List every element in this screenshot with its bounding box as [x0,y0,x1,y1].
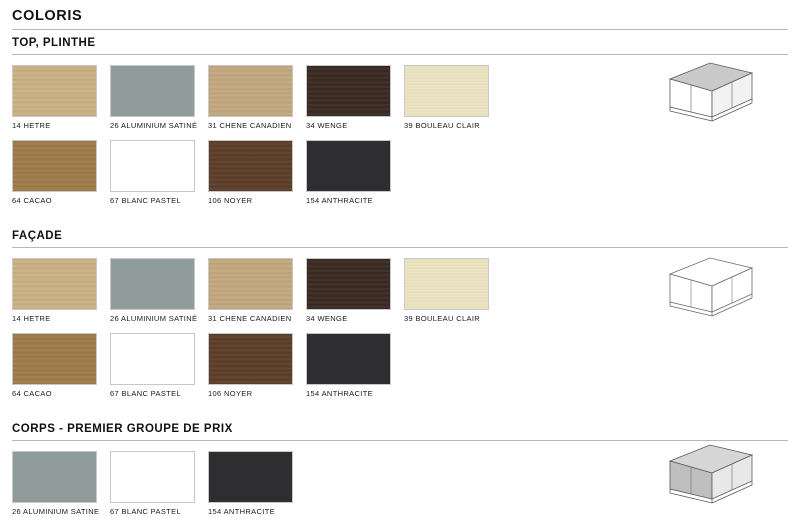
color-swatch[interactable] [110,451,195,503]
section-title: TOP, PLINTHE [12,37,96,49]
color-swatch[interactable] [110,65,195,117]
color-swatch[interactable] [306,333,391,385]
section-divider [12,54,788,55]
section-corps-premier-groupe-de-prix [0,416,800,525]
swatch-label: 154 ANTHRACITE [306,388,374,398]
swatch-label: 26 ALUMINIUM SATINÉ [110,121,198,130]
section-facade [0,223,800,408]
page-title: COLORIS [12,8,83,24]
swatch-cell[interactable] [110,140,208,206]
furniture-thumbnail-facade [652,252,762,324]
color-swatch[interactable] [110,258,195,310]
swatch-cell[interactable] [306,65,404,131]
swatch-label: 26 ALUMINIUM SATINE [12,506,100,516]
section-body [12,451,788,525]
swatch-cell[interactable] [306,333,404,399]
section-body [12,65,788,215]
color-swatch[interactable] [306,258,391,310]
section-body [12,258,788,408]
swatch-label: 39 BOULEAU CLAIR [404,313,481,323]
swatch-label: 67 BLANC PASTEL [110,388,181,398]
color-swatch[interactable] [404,65,489,117]
swatch-cell[interactable] [110,451,208,517]
swatch-label: 64 CACAO [12,195,52,205]
swatch-cell[interactable] [12,451,110,517]
furniture-thumbnail-top-plinthe [652,57,762,129]
color-swatch[interactable] [12,140,97,192]
swatch-cell[interactable] [404,65,502,131]
color-swatch[interactable] [12,333,97,385]
swatch-cell[interactable] [208,333,306,399]
swatch-cell[interactable] [404,258,502,324]
swatch-label: 14 HETRE [12,313,51,323]
section-title: CORPS - PREMIER GROUPE DE PRIX [12,422,233,435]
swatch-cell[interactable] [110,258,208,324]
color-swatch[interactable] [12,451,97,503]
furniture-thumbnail-corps [652,439,762,511]
color-swatch[interactable] [12,258,97,310]
swatch-cell[interactable] [12,258,110,324]
swatch-label: 14 HETRE [12,121,51,130]
section-title: FAÇADE [12,229,63,242]
swatch-label: 31 CHENE CANADIEN [208,313,292,323]
swatch-cell[interactable] [208,140,306,206]
swatch-label: 34 WENGE [306,121,348,130]
swatch-cell[interactable] [12,333,110,399]
swatch-cell[interactable] [208,258,306,324]
swatch-label: 67 BLANC PASTEL [110,195,181,205]
swatch-label: 64 CACAO [12,388,52,398]
swatch-label: 106 NOYER [208,388,253,398]
swatch-cell[interactable] [110,65,208,131]
swatch-cell[interactable] [306,140,404,206]
color-swatch[interactable] [306,65,391,117]
color-swatch[interactable] [12,65,97,117]
swatch-label: 154 ANTHRACITE [306,195,374,205]
swatch-cell[interactable] [110,333,208,399]
swatch-cell[interactable] [12,140,110,206]
section-divider [12,247,788,248]
color-swatch[interactable] [404,258,489,310]
swatch-label: 26 ALUMINIUM SATINÉ [110,313,198,323]
color-swatch[interactable] [208,333,293,385]
swatch-label: 67 BLANC PASTEL [110,506,181,516]
color-swatch[interactable] [110,140,195,192]
color-swatch[interactable] [208,451,293,503]
swatch-label: 31 CHENE CANADIEN [208,121,292,130]
swatch-label: 34 WENGE [306,313,348,323]
color-swatch[interactable] [208,258,293,310]
color-swatch[interactable] [306,140,391,192]
swatch-label: 39 BOULEAU CLAIR [404,121,481,130]
section-top-plinthe [0,30,800,215]
swatch-cell[interactable] [306,258,404,324]
color-swatch[interactable] [110,333,195,385]
swatch-cell[interactable] [208,65,306,131]
swatch-label: 154 ANTHRACITE [208,506,276,516]
swatch-cell[interactable] [12,65,110,131]
swatch-cell[interactable] [208,451,306,517]
color-swatch[interactable] [208,65,293,117]
swatch-label: 106 NOYER [208,195,253,205]
color-swatch[interactable] [208,140,293,192]
